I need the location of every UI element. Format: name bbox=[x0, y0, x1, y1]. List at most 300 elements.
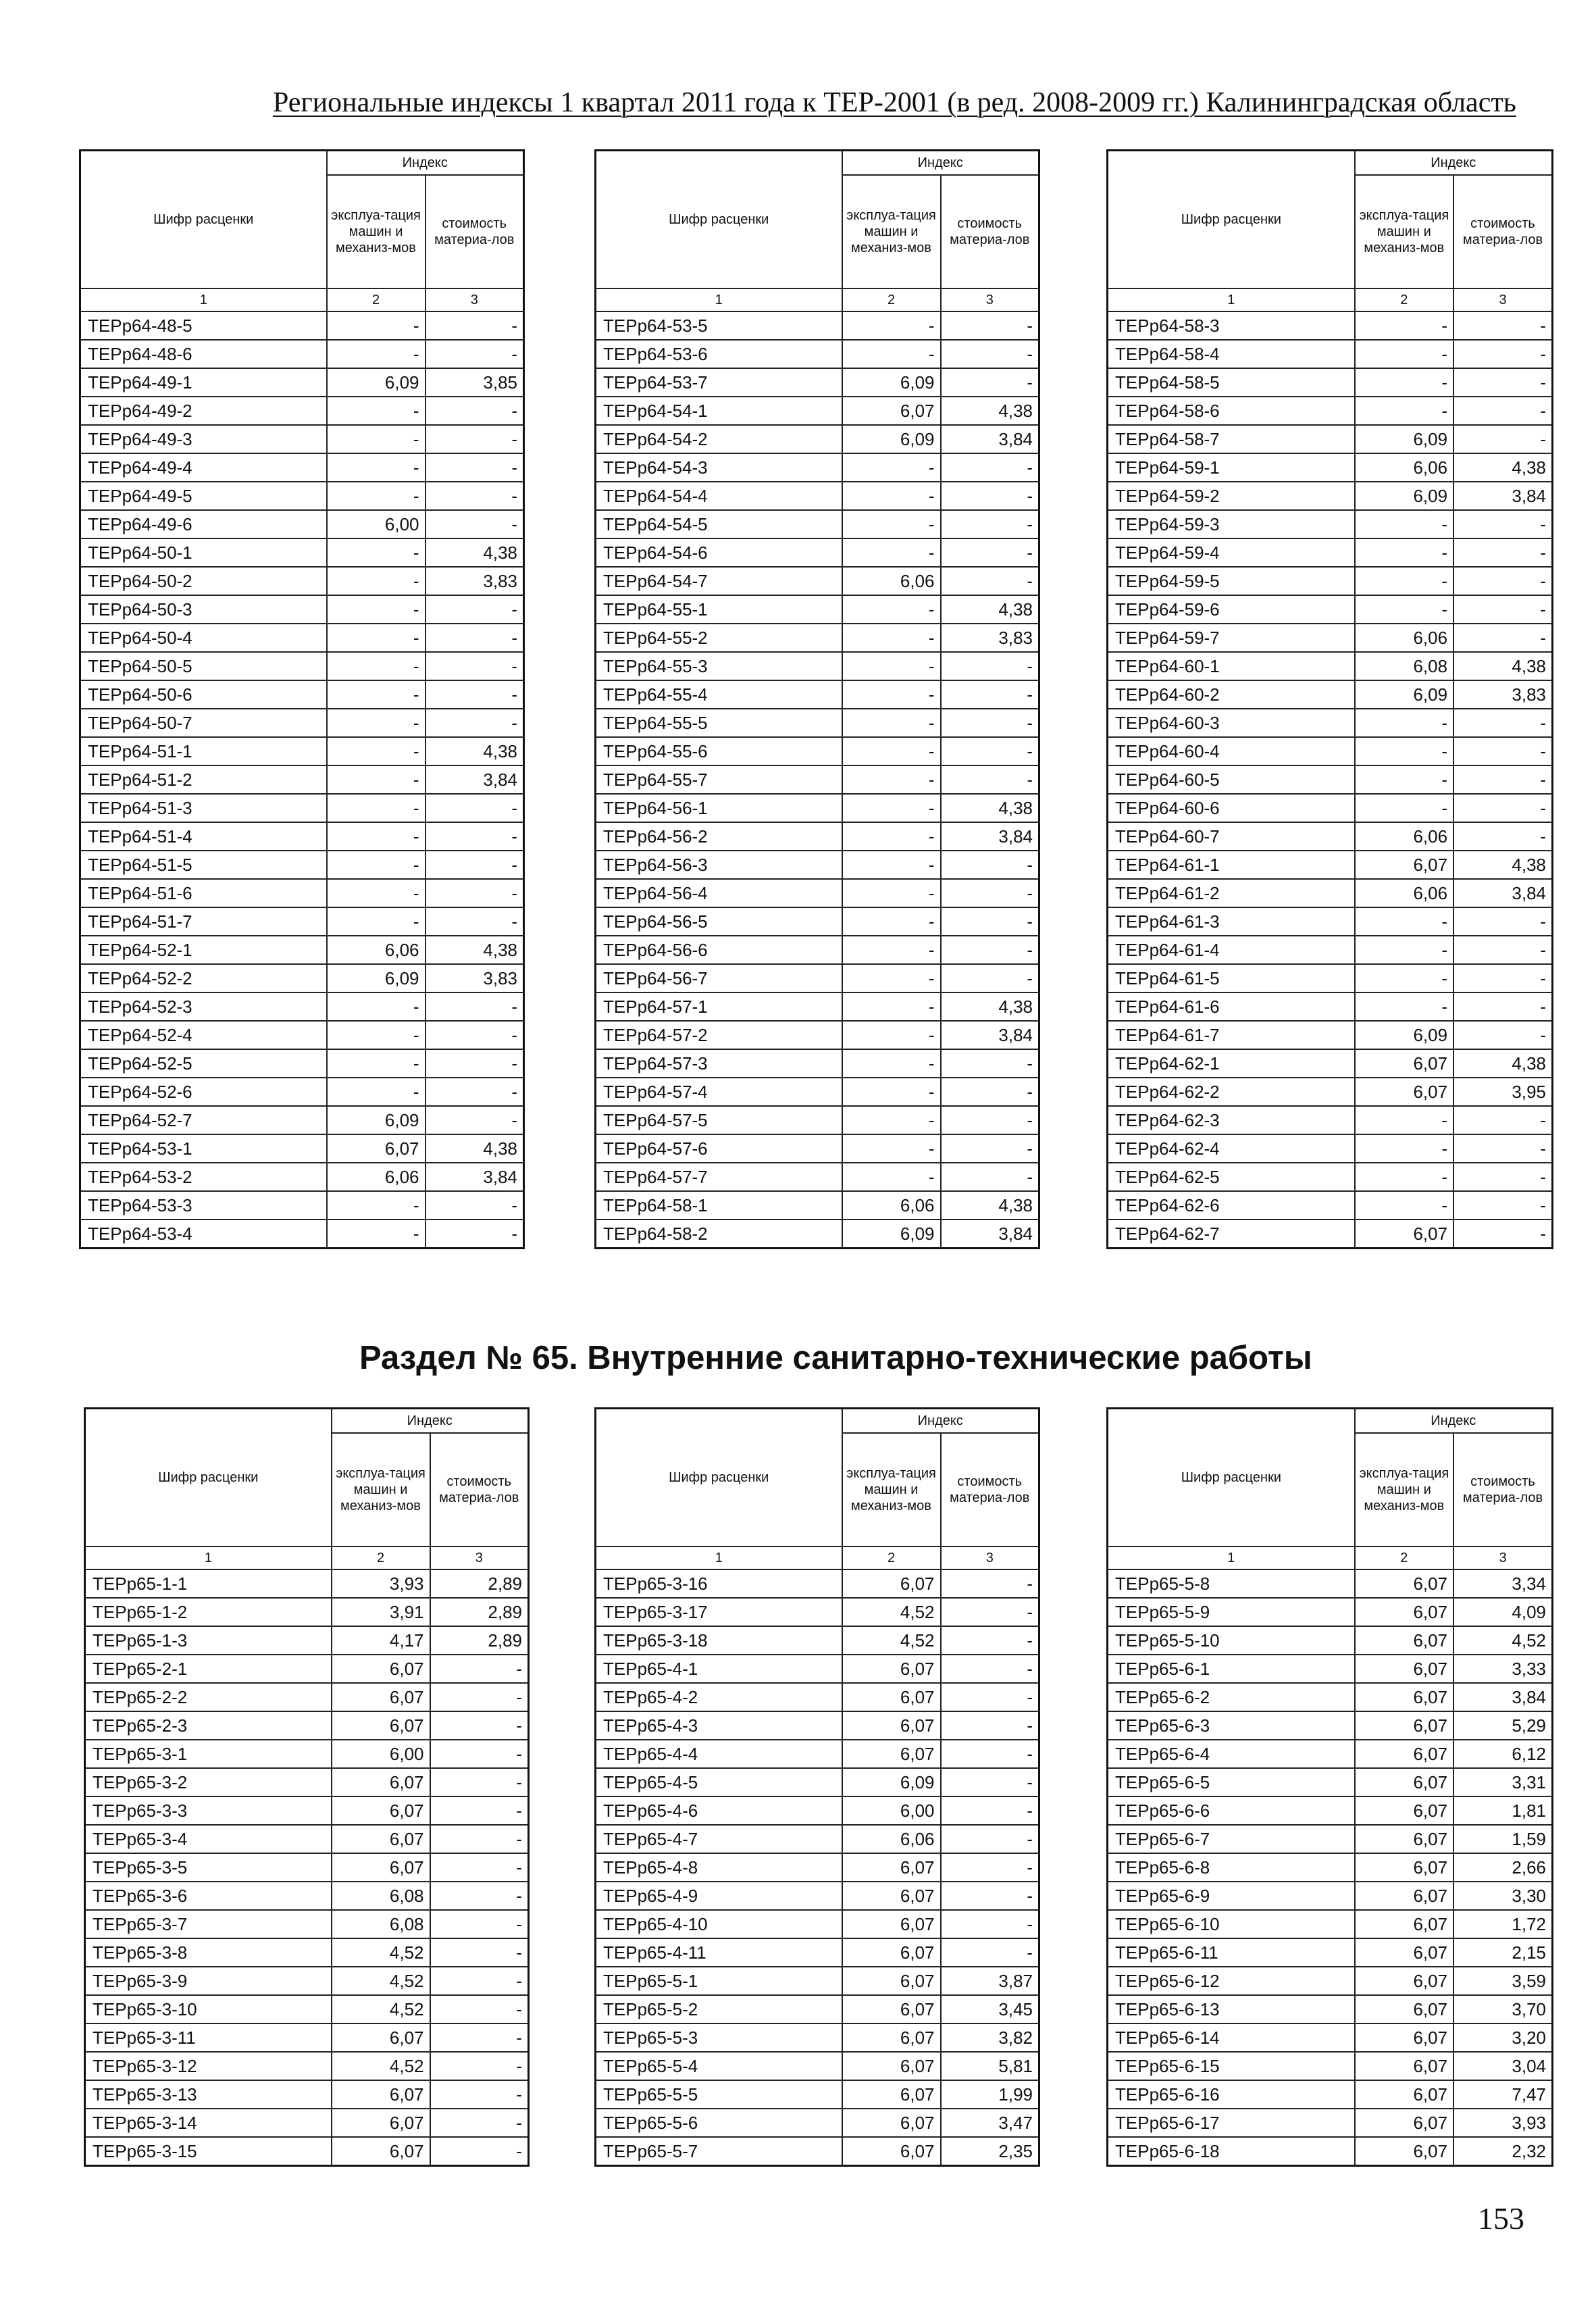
machines-index-cell: 6,06 bbox=[1355, 453, 1453, 482]
table-row bbox=[1108, 992, 1553, 1021]
materials-index-cell: - bbox=[941, 851, 1039, 879]
machines-index-cell: 6,07 bbox=[842, 1655, 941, 1683]
header-code: Шифр расценки bbox=[1108, 151, 1355, 288]
machines-index-cell: - bbox=[327, 879, 426, 907]
materials-index-cell: 2,89 bbox=[430, 1626, 529, 1655]
rate-code-cell: ТЕРр64-58-7 bbox=[1108, 425, 1355, 453]
table-row bbox=[596, 1910, 1039, 1938]
rate-code-cell: ТЕРр64-55-2 bbox=[596, 624, 842, 652]
rate-code-cell: ТЕРр64-52-5 bbox=[80, 1049, 327, 1078]
materials-index-cell: 5,81 bbox=[941, 2052, 1039, 2080]
rate-code-cell: ТЕРр65-3-2 bbox=[85, 1768, 332, 1796]
rate-code-cell: ТЕРр65-6-3 bbox=[1108, 1711, 1355, 1740]
machines-index-cell: 6,07 bbox=[1355, 1598, 1453, 1626]
machines-index-cell: 4,52 bbox=[332, 1995, 430, 2023]
table-row bbox=[1108, 1049, 1553, 1078]
machines-index-cell: - bbox=[842, 737, 941, 765]
materials-index-cell: 1,59 bbox=[1453, 1825, 1552, 1853]
rate-code-cell: ТЕРр64-52-3 bbox=[80, 992, 327, 1021]
machines-index-cell: 6,07 bbox=[332, 1796, 430, 1825]
table-row bbox=[596, 1191, 1039, 1219]
rate-code-cell: ТЕРр65-5-8 bbox=[1108, 1569, 1355, 1598]
table-row bbox=[85, 1768, 529, 1796]
rate-code-cell: ТЕРр64-51-4 bbox=[80, 822, 327, 851]
machines-index-cell: - bbox=[842, 851, 941, 879]
table-row bbox=[80, 595, 524, 624]
table-row bbox=[596, 907, 1039, 936]
rate-code-cell: ТЕРр65-3-1 bbox=[85, 1740, 332, 1768]
materials-index-cell: - bbox=[941, 368, 1039, 397]
materials-index-cell: 3,04 bbox=[1453, 2052, 1552, 2080]
table-row bbox=[1108, 1021, 1553, 1049]
machines-index-cell: - bbox=[1355, 992, 1453, 1021]
rate-code-cell: ТЕРр65-3-16 bbox=[596, 1569, 842, 1598]
rate-code-cell: ТЕРр65-6-17 bbox=[1108, 2109, 1355, 2137]
rate-code-cell: ТЕРр64-61-1 bbox=[1108, 851, 1355, 879]
materials-index-cell: - bbox=[1453, 624, 1552, 652]
rate-code-cell: ТЕРр64-59-7 bbox=[1108, 624, 1355, 652]
machines-index-cell: 6,07 bbox=[332, 1683, 430, 1711]
materials-index-cell: - bbox=[426, 879, 524, 907]
materials-index-cell: - bbox=[1453, 538, 1552, 567]
table-row bbox=[596, 1106, 1039, 1134]
index-table-65-b bbox=[594, 1407, 1040, 2167]
table-row bbox=[596, 2080, 1039, 2109]
header-col-number: 1 bbox=[596, 1546, 842, 1569]
materials-index-cell: 4,38 bbox=[1453, 851, 1552, 879]
materials-index-cell: - bbox=[941, 879, 1039, 907]
rate-code-cell: ТЕРр64-60-5 bbox=[1108, 765, 1355, 794]
table-row bbox=[80, 567, 524, 595]
index-table-65-a bbox=[84, 1407, 530, 2167]
materials-index-cell: - bbox=[430, 1711, 529, 1740]
materials-index-cell: - bbox=[941, 1796, 1039, 1825]
table-row bbox=[85, 1626, 529, 1655]
materials-index-cell: - bbox=[1453, 1163, 1552, 1191]
header-col-number: 1 bbox=[596, 288, 842, 311]
machines-index-cell: 6,09 bbox=[327, 1106, 426, 1134]
rate-code-cell: ТЕРр65-6-7 bbox=[1108, 1825, 1355, 1853]
rate-code-cell: ТЕРр65-3-6 bbox=[85, 1882, 332, 1910]
table-row bbox=[80, 992, 524, 1021]
materials-index-cell: 7,47 bbox=[1453, 2080, 1552, 2109]
machines-index-cell: 6,07 bbox=[1355, 1825, 1453, 1853]
table-row bbox=[1108, 1106, 1553, 1134]
machines-index-cell: 6,07 bbox=[1355, 1967, 1453, 1995]
materials-index-cell: - bbox=[941, 1626, 1039, 1655]
page-number: 153 bbox=[1478, 2201, 1524, 2236]
table-row bbox=[1108, 2023, 1553, 2052]
table-row bbox=[1108, 425, 1553, 453]
materials-index-cell: 3,59 bbox=[1453, 1967, 1552, 1995]
table-row bbox=[1108, 822, 1553, 851]
rate-code-cell: ТЕРр64-51-1 bbox=[80, 737, 327, 765]
table-row bbox=[85, 2109, 529, 2137]
materials-index-cell: - bbox=[430, 1910, 529, 1938]
rate-code-cell: ТЕРр64-58-1 bbox=[596, 1191, 842, 1219]
rate-code-cell: ТЕРр65-5-6 bbox=[596, 2109, 842, 2137]
table-row bbox=[80, 1191, 524, 1219]
table-row bbox=[80, 765, 524, 794]
table-row bbox=[596, 1163, 1039, 1191]
rate-code-cell: ТЕРр65-5-5 bbox=[596, 2080, 842, 2109]
machines-index-cell: 6,07 bbox=[1355, 2080, 1453, 2109]
materials-index-cell: 1,99 bbox=[941, 2080, 1039, 2109]
table-row bbox=[80, 652, 524, 680]
table-row bbox=[596, 1967, 1039, 1995]
machines-index-cell: 6,07 bbox=[1355, 851, 1453, 879]
rate-code-cell: ТЕРр65-6-13 bbox=[1108, 1995, 1355, 2023]
materials-index-cell: - bbox=[941, 510, 1039, 538]
header-machines: эксплуа-тация машин и механиз-мов bbox=[332, 1433, 430, 1546]
materials-index-cell: - bbox=[1453, 992, 1552, 1021]
materials-index-cell: 4,38 bbox=[426, 538, 524, 567]
machines-index-cell: - bbox=[1355, 907, 1453, 936]
materials-index-cell: 3,84 bbox=[1453, 879, 1552, 907]
table-row bbox=[1108, 1219, 1553, 1249]
machines-index-cell: 6,07 bbox=[842, 1711, 941, 1740]
machines-index-cell: 6,06 bbox=[1355, 879, 1453, 907]
machines-index-cell: 6,08 bbox=[1355, 652, 1453, 680]
rate-code-cell: ТЕРр64-58-2 bbox=[596, 1219, 842, 1249]
header-machines: эксплуа-тация машин и механиз-мов bbox=[1355, 1433, 1453, 1546]
machines-index-cell: 6,06 bbox=[327, 936, 426, 964]
table-row bbox=[596, 1134, 1039, 1163]
rate-code-cell: ТЕРр64-58-6 bbox=[1108, 397, 1355, 425]
table-row bbox=[1108, 794, 1553, 822]
materials-index-cell: 3,34 bbox=[1453, 1569, 1552, 1598]
rate-code-cell: ТЕРр64-57-4 bbox=[596, 1078, 842, 1106]
materials-index-cell: - bbox=[1453, 425, 1552, 453]
header-col-number: 3 bbox=[1453, 1546, 1552, 1569]
table-row bbox=[1108, 2109, 1553, 2137]
machines-index-cell: 4,52 bbox=[842, 1626, 941, 1655]
table-row bbox=[1108, 1711, 1553, 1740]
machines-index-cell: 6,06 bbox=[327, 1163, 426, 1191]
machines-index-cell: 6,07 bbox=[842, 1853, 941, 1882]
table-row bbox=[1108, 737, 1553, 765]
table-row bbox=[80, 453, 524, 482]
rate-code-cell: ТЕРр64-62-7 bbox=[1108, 1219, 1355, 1249]
index-table-64-c bbox=[1106, 149, 1553, 1249]
materials-index-cell: - bbox=[1453, 1134, 1552, 1163]
machines-index-cell: 6,06 bbox=[842, 1825, 941, 1853]
rate-code-cell: ТЕРр65-2-2 bbox=[85, 1683, 332, 1711]
machines-index-cell: 6,09 bbox=[1355, 1021, 1453, 1049]
materials-index-cell: 5,29 bbox=[1453, 1711, 1552, 1740]
table-row bbox=[1108, 680, 1553, 709]
machines-index-cell: 6,07 bbox=[332, 1711, 430, 1740]
materials-index-cell: - bbox=[426, 1191, 524, 1219]
materials-index-cell: 2,32 bbox=[1453, 2137, 1552, 2166]
materials-index-cell: - bbox=[941, 1655, 1039, 1683]
rate-code-cell: ТЕРр64-48-5 bbox=[80, 311, 327, 340]
rate-code-cell: ТЕРр65-6-10 bbox=[1108, 1910, 1355, 1938]
machines-index-cell: - bbox=[842, 1106, 941, 1134]
materials-index-cell: - bbox=[426, 709, 524, 737]
machines-index-cell: 6,07 bbox=[1355, 1995, 1453, 2023]
rate-code-cell: ТЕРр64-62-6 bbox=[1108, 1191, 1355, 1219]
materials-index-cell: 3,30 bbox=[1453, 1882, 1552, 1910]
rate-code-cell: ТЕРр64-56-5 bbox=[596, 907, 842, 936]
machines-index-cell: - bbox=[842, 538, 941, 567]
materials-index-cell: - bbox=[430, 1796, 529, 1825]
rate-code-cell: ТЕРр64-51-3 bbox=[80, 794, 327, 822]
rate-code-cell: ТЕРр64-52-7 bbox=[80, 1106, 327, 1134]
rate-code-cell: ТЕРр65-6-1 bbox=[1108, 1655, 1355, 1683]
table-row bbox=[80, 1021, 524, 1049]
rate-code-cell: ТЕРр65-3-18 bbox=[596, 1626, 842, 1655]
rate-code-cell: ТЕРр65-3-10 bbox=[85, 1995, 332, 2023]
materials-index-cell: - bbox=[1453, 794, 1552, 822]
table-row bbox=[1108, 1853, 1553, 1882]
table-row bbox=[80, 510, 524, 538]
rate-code-cell: ТЕРр64-61-7 bbox=[1108, 1021, 1355, 1049]
machines-index-cell: 6,07 bbox=[842, 1740, 941, 1768]
table-row bbox=[1108, 453, 1553, 482]
machines-index-cell: - bbox=[842, 311, 941, 340]
table-row bbox=[1108, 1598, 1553, 1626]
header-index: Индекс bbox=[1355, 1409, 1553, 1433]
table-row bbox=[80, 907, 524, 936]
materials-index-cell: - bbox=[426, 680, 524, 709]
machines-index-cell: 6,07 bbox=[1355, 1078, 1453, 1106]
rate-code-cell: ТЕРр65-6-5 bbox=[1108, 1768, 1355, 1796]
table-row bbox=[85, 1683, 529, 1711]
machines-index-cell: 6,09 bbox=[842, 1768, 941, 1796]
materials-index-cell: - bbox=[430, 2109, 529, 2137]
rate-code-cell: ТЕРр65-1-1 bbox=[85, 1569, 332, 1598]
machines-index-cell: - bbox=[327, 624, 426, 652]
table-row bbox=[80, 794, 524, 822]
table-row bbox=[596, 2137, 1039, 2166]
table-row bbox=[1108, 709, 1553, 737]
table-row bbox=[80, 1219, 524, 1249]
table-row bbox=[80, 680, 524, 709]
table-row bbox=[596, 2109, 1039, 2137]
table-row bbox=[80, 1106, 524, 1134]
table-row bbox=[1108, 1163, 1553, 1191]
materials-index-cell: 3,82 bbox=[941, 2023, 1039, 2052]
machines-index-cell: 6,09 bbox=[327, 368, 426, 397]
rate-code-cell: ТЕРр64-54-6 bbox=[596, 538, 842, 567]
rate-code-cell: ТЕРр65-6-15 bbox=[1108, 2052, 1355, 2080]
rate-code-cell: ТЕРр64-56-3 bbox=[596, 851, 842, 879]
machines-index-cell: 6,07 bbox=[842, 2023, 941, 2052]
rate-code-cell: ТЕРр65-3-12 bbox=[85, 2052, 332, 2080]
materials-index-cell: 3,83 bbox=[426, 567, 524, 595]
materials-index-cell: - bbox=[430, 1768, 529, 1796]
rate-code-cell: ТЕРр65-5-3 bbox=[596, 2023, 842, 2052]
machines-index-cell: - bbox=[327, 709, 426, 737]
machines-index-cell: 3,93 bbox=[332, 1569, 430, 1598]
machines-index-cell: - bbox=[327, 680, 426, 709]
materials-index-cell: - bbox=[1453, 1219, 1552, 1249]
table-row bbox=[1108, 482, 1553, 510]
machines-index-cell: 4,52 bbox=[842, 1598, 941, 1626]
materials-index-cell: - bbox=[941, 765, 1039, 794]
materials-index-cell: - bbox=[941, 1853, 1039, 1882]
materials-index-cell: 3,84 bbox=[426, 765, 524, 794]
machines-index-cell: 6,07 bbox=[1355, 1938, 1453, 1967]
machines-index-cell: 6,07 bbox=[332, 1825, 430, 1853]
materials-index-cell: - bbox=[426, 595, 524, 624]
table-row bbox=[596, 1995, 1039, 2023]
rate-code-cell: ТЕРр65-3-11 bbox=[85, 2023, 332, 2052]
materials-index-cell: 3,33 bbox=[1453, 1655, 1552, 1683]
materials-index-cell: 3,47 bbox=[941, 2109, 1039, 2137]
machines-index-cell: - bbox=[327, 567, 426, 595]
rate-code-cell: ТЕРр64-57-5 bbox=[596, 1106, 842, 1134]
header-col-number: 3 bbox=[430, 1546, 529, 1569]
header-col-number: 1 bbox=[80, 288, 327, 311]
rate-code-cell: ТЕРр64-61-5 bbox=[1108, 964, 1355, 992]
table-row bbox=[80, 964, 524, 992]
rate-code-cell: ТЕРр64-53-7 bbox=[596, 368, 842, 397]
table-row bbox=[596, 567, 1039, 595]
table-row bbox=[596, 1626, 1039, 1655]
table-row bbox=[596, 311, 1039, 340]
rate-code-cell: ТЕРр64-51-2 bbox=[80, 765, 327, 794]
machines-index-cell: 6,07 bbox=[1355, 1049, 1453, 1078]
rate-code-cell: ТЕРр65-6-9 bbox=[1108, 1882, 1355, 1910]
rate-code-cell: ТЕРр64-50-3 bbox=[80, 595, 327, 624]
materials-index-cell: - bbox=[1453, 595, 1552, 624]
table-row bbox=[1108, 2052, 1553, 2080]
rate-code-cell: ТЕРр65-4-3 bbox=[596, 1711, 842, 1740]
materials-index-cell: - bbox=[941, 567, 1039, 595]
machines-index-cell: 6,06 bbox=[1355, 624, 1453, 652]
materials-index-cell: 3,84 bbox=[1453, 482, 1552, 510]
table-row bbox=[596, 822, 1039, 851]
machines-index-cell: - bbox=[842, 680, 941, 709]
rate-code-cell: ТЕРр64-56-4 bbox=[596, 879, 842, 907]
table-row bbox=[596, 1825, 1039, 1853]
materials-index-cell: - bbox=[430, 1825, 529, 1853]
rate-code-cell: ТЕРр64-49-4 bbox=[80, 453, 327, 482]
rate-code-cell: ТЕРр64-51-5 bbox=[80, 851, 327, 879]
materials-index-cell: 3,85 bbox=[426, 368, 524, 397]
machines-index-cell: 4,52 bbox=[332, 2052, 430, 2080]
table-row bbox=[80, 368, 524, 397]
table-row bbox=[596, 1683, 1039, 1711]
table-row bbox=[596, 2023, 1039, 2052]
rate-code-cell: ТЕРр65-6-14 bbox=[1108, 2023, 1355, 2052]
machines-index-cell: 6,07 bbox=[842, 1967, 941, 1995]
rate-code-cell: ТЕРр64-54-5 bbox=[596, 510, 842, 538]
materials-index-cell: - bbox=[941, 907, 1039, 936]
rate-code-cell: ТЕРр64-53-2 bbox=[80, 1163, 327, 1191]
materials-index-cell: - bbox=[941, 340, 1039, 368]
machines-index-cell: - bbox=[327, 1078, 426, 1106]
table-row bbox=[80, 851, 524, 879]
materials-index-cell: - bbox=[426, 992, 524, 1021]
table-row bbox=[596, 1882, 1039, 1910]
materials-index-cell: - bbox=[941, 1049, 1039, 1078]
materials-index-cell: - bbox=[426, 397, 524, 425]
materials-index-cell: - bbox=[426, 453, 524, 482]
materials-index-cell: - bbox=[426, 1049, 524, 1078]
rate-code-cell: ТЕРр65-4-2 bbox=[596, 1683, 842, 1711]
materials-index-cell: - bbox=[941, 1768, 1039, 1796]
materials-index-cell: - bbox=[426, 1078, 524, 1106]
materials-index-cell: - bbox=[1453, 1106, 1552, 1134]
header-index: Индекс bbox=[1355, 151, 1553, 175]
materials-index-cell: 3,31 bbox=[1453, 1768, 1552, 1796]
materials-index-cell: - bbox=[941, 652, 1039, 680]
materials-index-cell: 1,72 bbox=[1453, 1910, 1552, 1938]
machines-index-cell: 6,07 bbox=[842, 2109, 941, 2137]
machines-index-cell: - bbox=[327, 425, 426, 453]
table-row bbox=[85, 1740, 529, 1768]
rate-code-cell: ТЕРр64-50-7 bbox=[80, 709, 327, 737]
rate-code-cell: ТЕРр65-4-6 bbox=[596, 1796, 842, 1825]
header-code: Шифр расценки bbox=[596, 151, 842, 288]
machines-index-cell: 6,07 bbox=[1355, 1655, 1453, 1683]
table-row bbox=[85, 1598, 529, 1626]
table-row bbox=[596, 453, 1039, 482]
table-row bbox=[1108, 2137, 1553, 2166]
materials-index-cell: 3,95 bbox=[1453, 1078, 1552, 1106]
machines-index-cell: - bbox=[842, 879, 941, 907]
materials-index-cell: 3,83 bbox=[1453, 680, 1552, 709]
materials-index-cell: - bbox=[1453, 737, 1552, 765]
machines-index-cell: 3,91 bbox=[332, 1598, 430, 1626]
materials-index-cell: 4,38 bbox=[941, 595, 1039, 624]
table-row bbox=[1108, 340, 1553, 368]
materials-index-cell: - bbox=[430, 2052, 529, 2080]
materials-index-cell: - bbox=[1453, 1021, 1552, 1049]
rate-code-cell: ТЕРр64-62-1 bbox=[1108, 1049, 1355, 1078]
rate-code-cell: ТЕРр65-5-1 bbox=[596, 1967, 842, 1995]
machines-index-cell: 6,07 bbox=[842, 2137, 941, 2166]
rate-code-cell: ТЕРр65-6-4 bbox=[1108, 1740, 1355, 1768]
header-col-number: 1 bbox=[85, 1546, 332, 1569]
rate-code-cell: ТЕРр64-50-6 bbox=[80, 680, 327, 709]
rate-code-cell: ТЕРр65-3-17 bbox=[596, 1598, 842, 1626]
machines-index-cell: 6,07 bbox=[842, 1569, 941, 1598]
machines-index-cell: 6,07 bbox=[332, 2080, 430, 2109]
header-index: Индекс bbox=[842, 1409, 1039, 1433]
table-row bbox=[80, 624, 524, 652]
rate-code-cell: ТЕРр64-52-6 bbox=[80, 1078, 327, 1106]
table-row bbox=[80, 482, 524, 510]
machines-index-cell: - bbox=[842, 1134, 941, 1163]
machines-index-cell: 4,17 bbox=[332, 1626, 430, 1655]
table-row bbox=[1108, 936, 1553, 964]
table-row bbox=[80, 822, 524, 851]
machines-index-cell: - bbox=[327, 822, 426, 851]
rate-code-cell: ТЕРр64-59-4 bbox=[1108, 538, 1355, 567]
machines-index-cell: 6,09 bbox=[327, 964, 426, 992]
rate-code-cell: ТЕРр64-60-3 bbox=[1108, 709, 1355, 737]
table-row bbox=[80, 1134, 524, 1163]
table-row bbox=[1108, 907, 1553, 936]
rate-code-cell: ТЕРр65-6-12 bbox=[1108, 1967, 1355, 1995]
header-materials: стоимость материа-лов bbox=[941, 1433, 1039, 1546]
table-row bbox=[596, 709, 1039, 737]
machines-index-cell: 6,08 bbox=[332, 1910, 430, 1938]
table-row bbox=[1108, 1882, 1553, 1910]
materials-index-cell: - bbox=[430, 1995, 529, 2023]
machines-index-cell: 6,09 bbox=[842, 1219, 941, 1249]
materials-index-cell: - bbox=[941, 1882, 1039, 1910]
rate-code-cell: ТЕРр64-50-4 bbox=[80, 624, 327, 652]
machines-index-cell: - bbox=[1355, 737, 1453, 765]
rate-code-cell: ТЕРр64-53-5 bbox=[596, 311, 842, 340]
header-materials: стоимость материа-лов bbox=[426, 175, 524, 288]
header-col-number: 3 bbox=[941, 1546, 1039, 1569]
